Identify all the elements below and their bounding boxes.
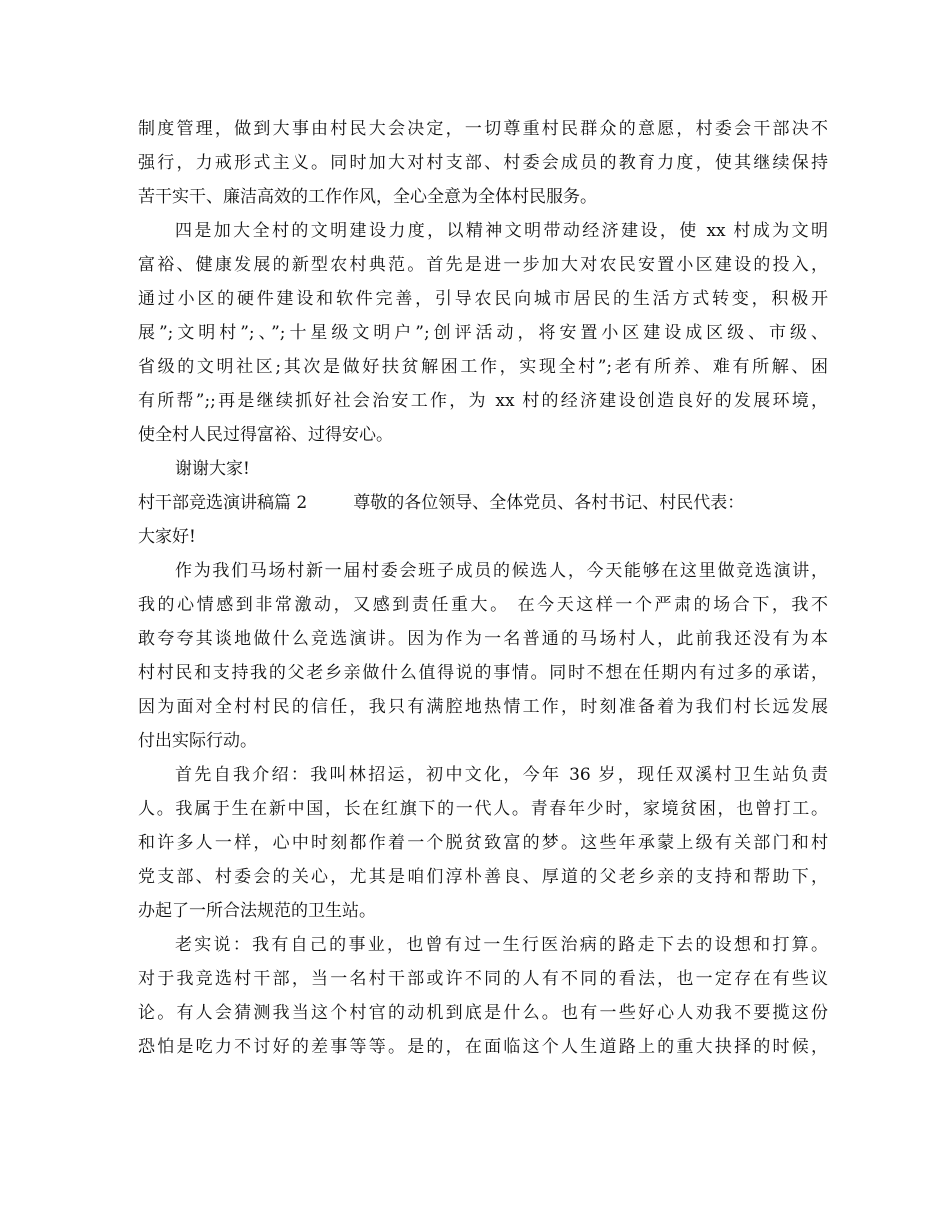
text-line: 和许多人一样，心中时刻都作着一个脱贫致富的梦。这些年承蒙上级有关部门和村 xyxy=(138,833,828,853)
text-line: 展”;文明村”;、”;十星级文明户”;创评活动，将安置小区建设成区级、市级、 xyxy=(138,323,828,343)
text-line: 因为面对全村村民的信任，我只有满腔地热情工作，时刻准备着为我们村长远发展 xyxy=(138,697,828,717)
text-line: 论。有人会猜测我当这个村官的动机到底是什么。也有一些好心人劝我不要揽这份 xyxy=(138,1003,828,1023)
text-line: 人。我属于生在新中国，长在红旗下的一代人。青春年少时，家境贫困，也曾打工。 xyxy=(138,799,828,819)
text-line: 我的心情感到非常激动，又感到责任重大。 在今天这样一个严肃的场合下，我不 xyxy=(138,595,828,615)
text-line: 作为我们马场村新一届村委会班子成员的候选人，今天能够在这里做竞选演讲， xyxy=(175,561,828,581)
section-heading xyxy=(138,486,828,520)
text-line: 谢谢大家! xyxy=(175,459,250,479)
text-line: 富裕、健康发展的新型农村典范。首先是进一步加大对农民安置小区建设的投入， xyxy=(138,255,828,275)
section-title: 村干部竞选演讲稿篇 2 xyxy=(138,493,308,513)
text-line: 党支部、村委会的关心，尤其是咱们淳朴善良、厚道的父老乡亲的支持和帮助下， xyxy=(138,867,828,887)
text-line: 有所帮”;;再是继续抓好社会治安工作，为 xx 村的经济建设创造良好的发展环境， xyxy=(138,391,828,411)
text-line: 通过小区的硬件建设和软件完善，引导农民向城市居民的生活方式转变，积极开 xyxy=(138,289,828,309)
text-line: 对于我竞选村干部，当一名村干部或许不同的人有不同的看法，也一定存在有些议 xyxy=(138,969,828,989)
greeting-line: 尊敬的各位领导、全体党员、各村书记、村民代表： xyxy=(353,493,745,513)
text-line: 强行，力戒形式主义。同时加大对村支部、村委会成员的教育力度，使其继续保持 xyxy=(138,153,828,173)
text-line: 敢夸夸其谈地做什么竞选演讲。因为作为一名普通的马场村人，此前我还没有为本 xyxy=(138,629,828,649)
document-body xyxy=(138,112,828,1064)
text-line: 办起了一所合法规范的卫生站。 xyxy=(138,901,376,921)
text-line: 制度管理，做到大事由村民大会决定，一切尊重村民群众的意愿，村委会干部决不 xyxy=(138,119,828,139)
text-line: 老实说：我有自己的事业，也曾有过一生行医治病的路走下去的设想和打算。 xyxy=(175,935,828,955)
text-line: 首先自我介绍：我叫林招运，初中文化，今年 36 岁，现任双溪村卫生站负责 xyxy=(175,765,828,785)
text-line: 省级的文明社区;其次是做好扶贫解困工作，实现全村”;老有所养、难有所解、困 xyxy=(138,357,828,377)
text-line: 苦干实干、廉洁高效的工作作风，全心全意为全体村民服务。 xyxy=(138,187,597,207)
text-line: 恐怕是吃力不讨好的差事等等。是的，在面临这个人生道路上的重大抉择的时候， xyxy=(138,1037,828,1057)
salutation: 大家好! xyxy=(138,527,196,547)
text-line: 四是加大全村的文明建设力度，以精神文明带动经济建设，使 xx 村成为文明 xyxy=(175,221,828,241)
text-line: 付出实际行动。 xyxy=(138,731,257,751)
text-line: 村村民和支持我的父老乡亲做什么值得说的事情。同时不想在任期内有过多的承诺， xyxy=(138,663,828,683)
text-line: 使全村人民过得富裕、过得安心。 xyxy=(138,425,393,445)
